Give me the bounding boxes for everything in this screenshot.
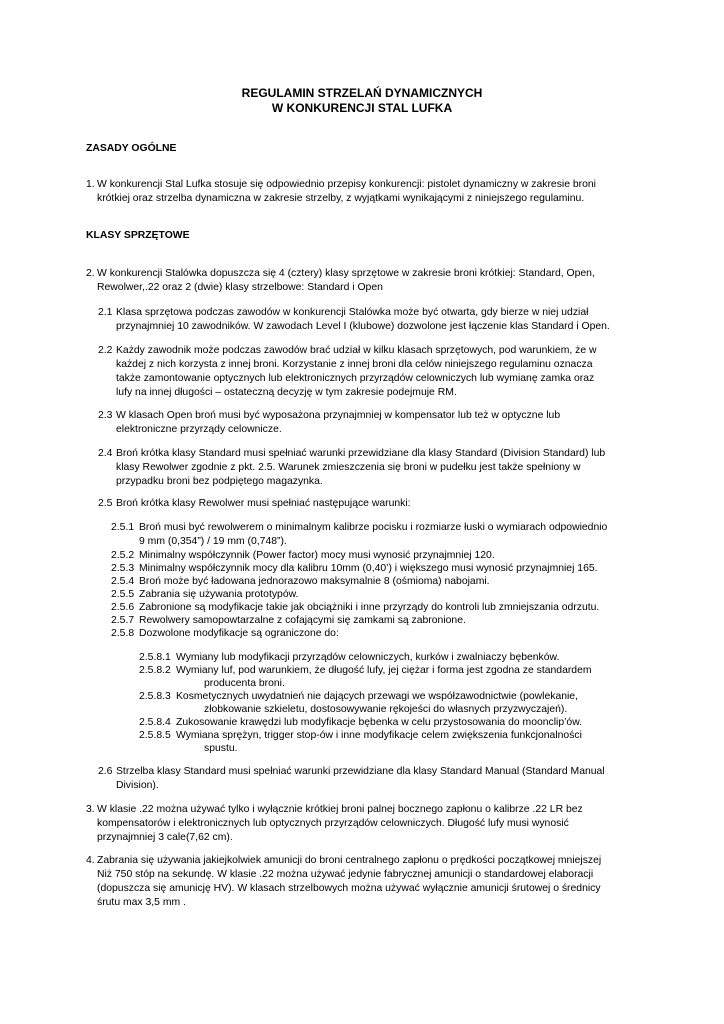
paragraph-line: Niż 750 stóp na sekundę. W klasie .22 można używać jedynie fabrycznej amunicji o standardowej elaboracji <box>97 869 594 880</box>
paragraph-number: 2.5.8.3 <box>139 691 171 702</box>
paragraph-line: producenta broni. <box>204 678 285 689</box>
paragraph-number: 2.6 <box>98 766 113 777</box>
paragraph-line: Wymiana sprężyn, trigger stop-ów i inne modyfikacje celem zwiększenia funkcjonalności <box>176 730 582 741</box>
paragraph-number: 2.5.8.1 <box>139 652 171 663</box>
paragraph-line: lufy na innej długości – ostateczną decyzję w tym zakresie podejmuje RM. <box>116 387 457 398</box>
paragraph-number: 2.5.3 <box>111 563 135 574</box>
paragraph-number: 3. <box>86 804 95 815</box>
paragraph-line: śrutu max 3,5 mm . <box>97 897 186 908</box>
paragraph-line: Dozwolone modyfikacje są ograniczone do: <box>139 628 339 639</box>
paragraph-line: klasy Rewolwer zgodnie z pkt. 2.5. Warunek zmieszczenia się broni w pudełku jest także spełniony w <box>116 462 581 473</box>
paragraph-line: Minimalny współczynnik (Power factor) mocy musi wynosić przynajmniej 120. <box>139 550 495 561</box>
paragraph-line: Minimalny współczynnik mocy dla kalibru 10mm (0,40’) i większego musi wynosić przynajmniej 165. <box>139 563 598 574</box>
paragraph-line: każdej z nich korzysta z innej broni. Korzystanie z innej broni dla celów niniejszego regulaminu oznacza <box>116 359 593 370</box>
paragraph-line: przynajmniej 10 zawodników. W zawodach Level I (klubowe) dozwolone jest łączenie klas Standard i Open. <box>116 321 610 332</box>
paragraph-number: 2.5.7 <box>111 615 135 626</box>
paragraph-line: przypadku broni bez podpiętego magazynka. <box>116 476 323 487</box>
paragraph-line: Rewolwery samopowtarzalne z cofającymi się zamkami są zabronione. <box>139 615 466 626</box>
paragraph-number: 2.5.8.2 <box>139 665 171 676</box>
paragraph-number: 4. <box>86 855 95 866</box>
paragraph-number: 2.5.6 <box>111 602 135 613</box>
paragraph-number: 2.5.5 <box>111 589 135 600</box>
document-title-line-2: W KONKURENCJI STAL LUFKA <box>271 101 453 115</box>
paragraph-number: 2.5.1 <box>111 522 135 533</box>
section-heading-general: ZASADY OGÓLNE <box>86 143 177 154</box>
paragraph-line: przynajmniej 3 cale(7,62 cm). <box>97 832 233 843</box>
paragraph-number: 2.2 <box>98 345 113 356</box>
paragraph-number: 2.5.8.5 <box>139 730 171 741</box>
paragraph-number: 2.5 <box>98 498 113 509</box>
paragraph-line: W klasach Open broń musi być wyposażona przynajmniej w kompensator lub też w optyczne lub <box>116 410 561 421</box>
paragraph-line: Broń krótka klasy Rewolwer musi spełniać następujące warunki: <box>116 498 411 509</box>
paragraph-line: spustu. <box>204 743 238 754</box>
paragraph-number: 2.5.8 <box>111 628 135 639</box>
paragraph-line: Klasa sprzętowa podczas zawodów w konkurencji Stalówka może być otwarta, gdy bierze w niej udział <box>116 307 589 318</box>
paragraph-line: złobkowanie szkieletu, dostosowywanie rękojeści do własnych przyzwyczajeń). <box>204 704 568 715</box>
paragraph-line: elektroniczne przyrządy celownicze. <box>116 424 282 435</box>
paragraph-line: także zamontowanie optycznych lub elektronicznych przyrządów celowniczych lub wymianę zamka oraz <box>116 373 595 384</box>
paragraph-line: Kosmetycznych uwydatnień nie dających przewagi we współzawodnictwie (powlekanie, <box>176 691 578 702</box>
paragraph-number: 2.4 <box>98 448 113 459</box>
paragraph-line: W klasie .22 można używać tylko i wyłącznie krótkiej broni palnej bocznego zapłonu o kalibrze .22 LR bez <box>97 804 583 815</box>
paragraph-line: Wymiany luf, pod warunkiem, że długość lufy, jej ciężar i forma jest zgodna ze standardem <box>176 665 592 676</box>
paragraph-line: Broń musi być rewolwerem o minimalnym kalibrze pocisku i rozmiarze łuski o wymiarach odpowiednio <box>139 522 608 533</box>
paragraph-line: Zabronione są modyfikacje takie jak obciążniki i inne przyrządy do kontroli lub zmniejszania odrzutu. <box>139 602 600 613</box>
paragraph-line: Zabrania się używania prototypów. <box>139 589 299 600</box>
paragraph-line: 9 mm (0,354”) / 19 mm (0,748”). <box>139 536 287 547</box>
paragraph-line: krótkiej oraz strzelba dynamiczna w zakresie strzelby, z wyjątkami wynikającymi z niniejszego regulaminu. <box>97 193 585 204</box>
paragraph-number: 2. <box>86 268 95 279</box>
document-title-line-1: REGULAMIN STRZELAŃ DYNAMICZNYCH <box>241 86 483 100</box>
paragraph-number: 2.5.4 <box>111 576 135 587</box>
paragraph-line: W konkurencji Stal Lufka stosuje się odpowiednio przepisy konkurencji: pistolet dynamiczny w zakresie broni <box>97 179 596 190</box>
paragraph-number: 2.3 <box>98 410 113 421</box>
paragraph-line: (dopuszcza się amunicję HV). W klasach strzelbowych można używać wyłącznie amunicji śrutowej o średnicy <box>97 883 601 894</box>
paragraph-line: Wymiany lub modyfikacji przyrządów celowniczych, kurków i zwalniaczy bębenków. <box>176 652 560 663</box>
paragraph-line: W konkurencji Stalówka dopuszcza się 4 (cztery) klasy sprzętowe w zakresie broni krótkiej: Standard, Open, <box>97 268 595 279</box>
paragraph-number: 2.5.2 <box>111 550 135 561</box>
paragraph-number: 2.5.8.4 <box>139 717 171 728</box>
paragraph-number: 2.1 <box>98 307 113 318</box>
paragraph-line: Broń może być ładowana jednorazowo maksymalnie 8 (ośmioma) nabojami. <box>139 576 490 587</box>
paragraph-line: Zabrania się używania jakiejkolwiek amunicji do broni centralnego zapłonu o prędkości początkowej mniejszej <box>97 855 602 866</box>
paragraph-line: Każdy zawodnik może podczas zawodów brać udział w kilku klasach sprzętowych, pod warunkiem, że w <box>116 345 597 356</box>
paragraph-line: Division). <box>116 780 159 791</box>
paragraph-line: kompensatorów i elektronicznych lub optycznych przyrządów celowniczych. Długość lufy musi wynosić <box>97 818 569 829</box>
paragraph-line: Broń krótka klasy Standard musi spełniać warunki przewidziane dla klasy Standard (Division Standard) lub <box>116 448 606 459</box>
paragraph-number: 1. <box>86 179 95 190</box>
paragraph-line: Strzelba klasy Standard musi spełniać warunki przewidziane dla klasy Standard Manual (Standard Manual <box>116 766 605 777</box>
paragraph-line: Rewolwer,.22 oraz 2 (dwie) klasy strzelbowe: Standard i Open <box>97 282 383 293</box>
paragraph-line: Zukosowanie krawędzi lub modyfikacje bębenka w celu przystosowania do moonclip’ów. <box>176 717 583 728</box>
section-heading-equipment: KLASY SPRZĘTOWE <box>86 230 190 241</box>
